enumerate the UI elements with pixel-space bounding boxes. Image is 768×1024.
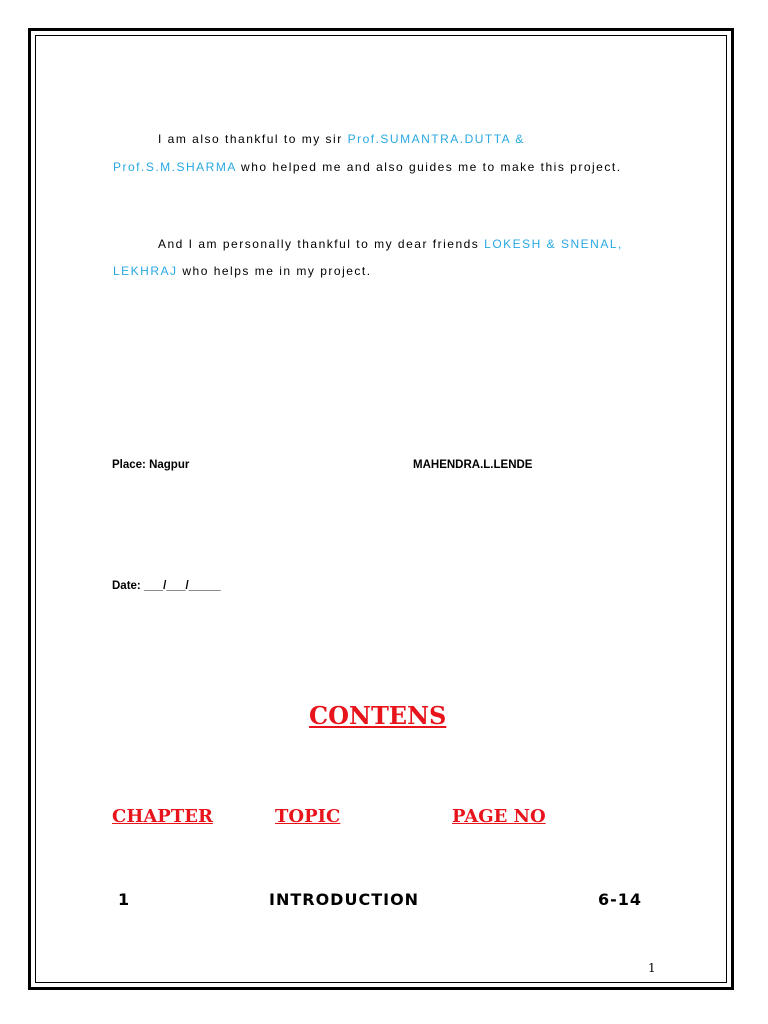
row-topic: INTRODUCTION bbox=[269, 890, 420, 909]
para2-text-2: who helps me in my project. bbox=[177, 264, 372, 278]
friend-names-1: LOKESH & SNENAL, bbox=[484, 237, 623, 251]
acknowledgement-line-2 bbox=[113, 160, 622, 174]
friend-names-2: LEKHRAJ bbox=[113, 264, 178, 278]
author-name: MAHENDRA.L.LENDE bbox=[413, 459, 533, 471]
row-chapter: 1 bbox=[118, 890, 131, 909]
para2-text: And I am personally thankful to my dear friends bbox=[158, 237, 485, 251]
row-page: 6-14 bbox=[598, 890, 643, 909]
place-label: Place: Nagpur bbox=[112, 459, 190, 471]
para1-text-2: who helped me and also guides me to make this project. bbox=[236, 160, 622, 174]
page-border-inner bbox=[35, 35, 727, 983]
acknowledgement-line-1 bbox=[158, 132, 525, 146]
page-number: 1 bbox=[648, 961, 656, 975]
professor-name-1: Prof.SUMANTRA.DUTTA & bbox=[347, 132, 525, 146]
column-topic: TOPIC bbox=[275, 806, 341, 827]
contents-title: CONTENS bbox=[309, 701, 447, 730]
para1-text: I am also thankful to my sir bbox=[158, 132, 348, 146]
column-chapter: CHAPTER bbox=[112, 806, 213, 827]
friends-line-1 bbox=[158, 237, 623, 251]
professor-name-2: Prof.S.M.SHARMA bbox=[113, 160, 237, 174]
date-label: Date: ___/___/_____ bbox=[112, 580, 221, 592]
friends-line-2 bbox=[113, 264, 372, 278]
column-page-no: PAGE NO bbox=[452, 806, 546, 827]
